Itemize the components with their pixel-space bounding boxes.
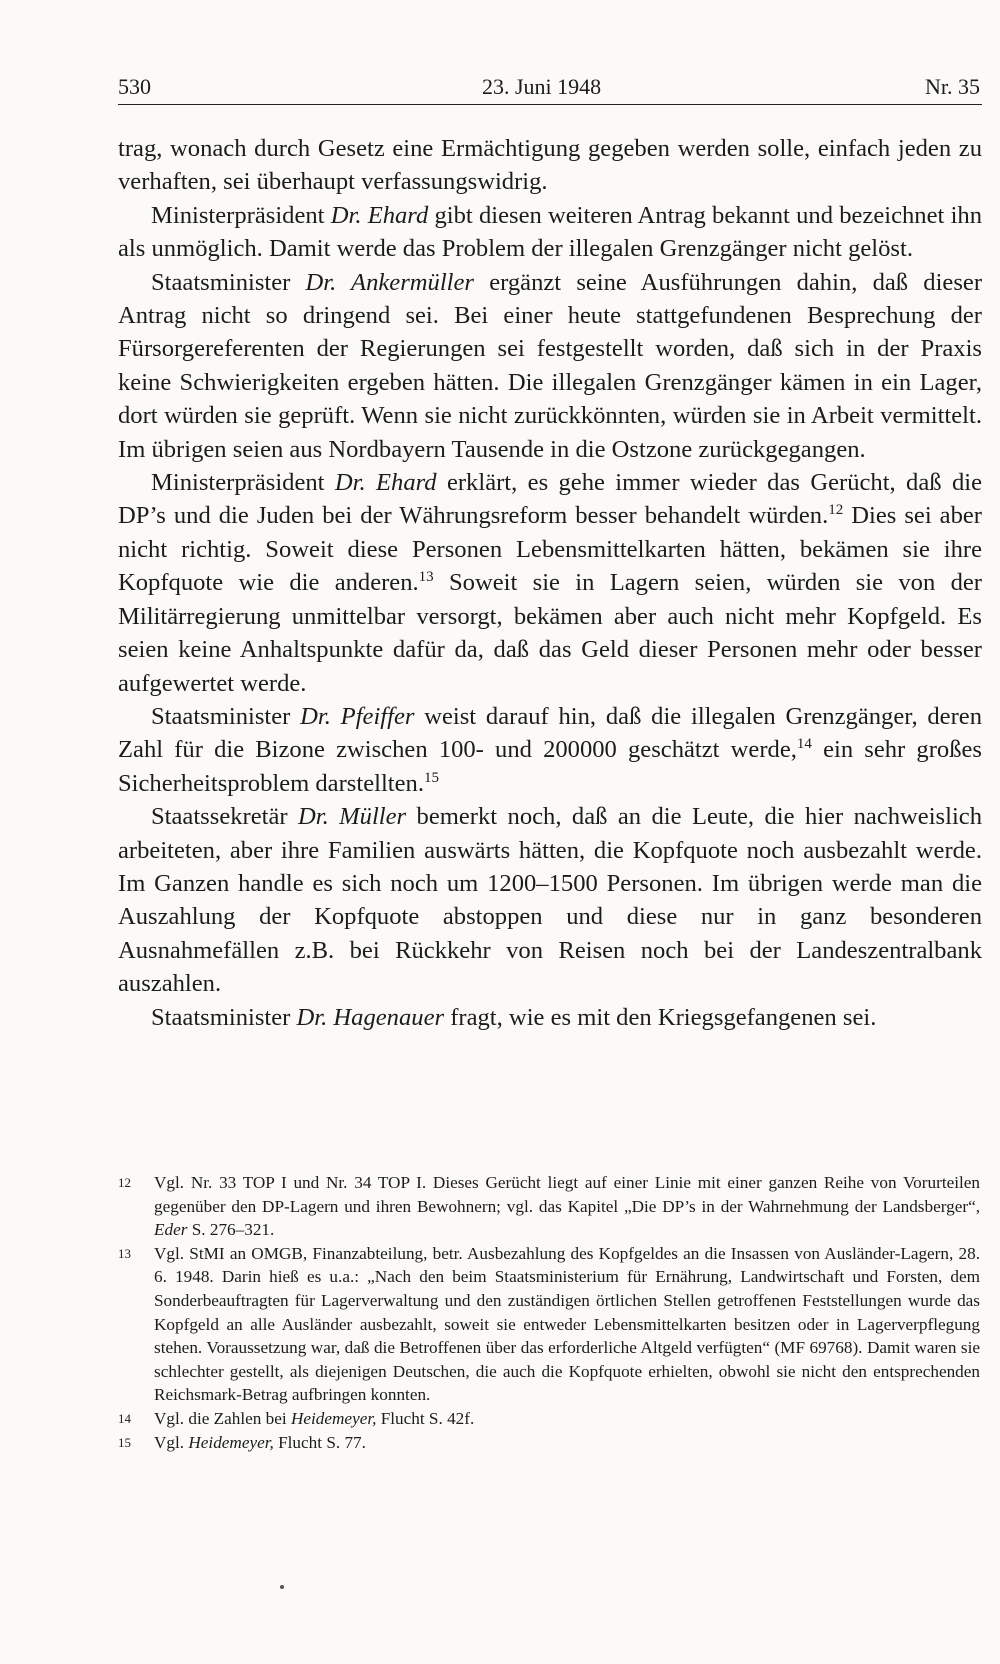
footnote-number: 14 <box>118 1410 131 1426</box>
body-text <box>118 132 982 1034</box>
footnotes <box>118 1171 980 1454</box>
paragraph: Staatsminister Dr. Ankermüller ergänzt seine Ausführungen dahin, daß dieser Antrag nicht so dringend sei. Bei einer heute stattgefundenen Besprechung der Fürsorgereferenten der Regierungen sei festgestellt worden, daß sich in der Praxis keine Schwierigkeiten ergeben hätten. Die illegalen Grenzgänger kämen in ein Lager, dort würden sie geprüft. Wenn sie nicht zurückkönnten, würden sie in Arbeit vermittelt. Im übrigen seien aus Nordbayern Tausende in die Ostzone zurückgegangen. <box>118 268 983 463</box>
speaker-name: Dr. Ehard <box>330 201 429 229</box>
paragraph: Ministerpräsident Dr. Ehard gibt diesen weiteren Antrag bekannt und bezeichnet ihn als unmöglich. Damit werde das Problem der illegalen Grenzgänger nicht gelöst. <box>118 201 982 263</box>
header-date: 23. Juni 1948 <box>482 74 602 99</box>
header-issue-number: Nr. 35 <box>925 74 980 99</box>
speaker-name: Dr. Ehard <box>334 469 437 497</box>
speaker-name: Dr. Ankermüller <box>305 268 474 296</box>
running-header <box>118 74 980 108</box>
header-rule <box>118 104 982 105</box>
footnote: 12 Vgl. Nr. 33 TOP I und Nr. 34 TOP I. Dieses Gerücht liegt auf einer Linie mit einer ganzen Reihe von Vorurteilen gegenüber den DP-Lagern und ihren Bewohnern; vgl. das Kapitel „Die DP’s in der Wahrnehmung der Landsberger“, Eder S. 276–321. <box>118 1173 980 1240</box>
paper-speck <box>280 1585 284 1589</box>
footnote: 15 Vgl. Heidemeyer, Flucht S. 77. <box>118 1431 980 1455</box>
paragraph: Staatsminister Dr. Pfeiffer weist darauf hin, daß die illegalen Grenzgänger, deren Zahl für die Bizone zwischen 100- und 200000 geschätzt werde,$^{14}$ ein sehr großes Sicherheitsproblem darstellten.$^{15}$ <box>118 702 982 797</box>
paragraph: Ministerpräsident Dr. Ehard erklärt, es gehe immer wieder das Gerücht, daß die DP’s und die Juden bei der Währungsreform besser behandelt würden.$^{12}$ Dies sei aber nicht richtig. Soweit diese Personen Lebensmittelkarten hätten, bekämen sie ihre Kopfquote wie die anderen.$^{13}$ Soweit sie in Lagern seien, würden sie von der Militärregierung unmittelbar versorgt, bekämen aber auch nicht mehr Kopfgeld. Es seien keine Anhaltspunkte dafür da, daß das Geld dieser Personen mehr oder besser aufgewertet werde. <box>118 469 982 697</box>
speaker-name: Dr. Pfeiffer <box>300 702 415 730</box>
footnote-number: 13 <box>118 1245 131 1261</box>
footnote-ref[interactable]: 15 <box>423 769 439 786</box>
footnote-ref[interactable]: 14 <box>796 736 812 753</box>
footnote-number: 12 <box>118 1175 131 1190</box>
footnote-ref[interactable]: 13 <box>418 569 434 586</box>
footnote-number: 15 <box>118 1434 131 1450</box>
speaker-name: Dr. Müller <box>298 803 407 831</box>
footnote-ref[interactable]: 12 <box>828 502 844 519</box>
footnote: 14 Vgl. die Zahlen bei Heidemeyer, Flucht S. 42f. <box>118 1407 980 1431</box>
paragraph: Staatsminister Dr. Hagenauer fragt, wie es mit den Kriegsgefangenen sei. <box>151 1003 877 1031</box>
paragraph: Staatssekretär Dr. Müller bemerkt noch, daß an die Leute, die hier nachweislich arbeiteten, aber ihre Familien auswärts hätten, die Kopfquote noch ausbezahlt werde. Im Ganzen handle es sich noch um 1200–1500 Personen. Im übrigen werde man die Auszahlung der Kopfquote abstoppen und diese nur in ganz besonderen Ausnahmefällen z.B. bei Rückkehr von Reisen noch bei der Landeszentralbank auszahlen. <box>118 803 983 998</box>
page-number: 530 <box>118 74 151 99</box>
paragraph: trag, wonach durch Gesetz eine Ermächtigung gegeben werden solle, einfach jeden zu verhaften, sei überhaupt verfassungswidrig. <box>118 135 982 196</box>
speaker-name: Dr. Hagenauer <box>296 1003 445 1031</box>
footnote: 13 Vgl. StMI an OMGB, Finanzabteilung, betr. Ausbezahlung des Kopfgeldes an die Insassen von Ausländer-Lagern, 28. 6. 1948. Darin hieß es u.a.: „Nach den beim Staatsministerium für Ernährung, Landwirtschaft und Forsten, dem Sonderbeauftragten für Lagerverwaltung und den zuständigen örtlichen Stellen getroffenen Feststellungen wurde das Kopfgeld an alle Ausländer ausbezahlt, soweit sie entweder Lebensmittelkarten besitzen oder in Lagerverpflegung stehen. Voraussetzung war, daß die Betroffenen über das erforderliche Altgeld verfügten“ (MF 69768). Damit waren sie schlechter gestellt, als diejenigen Deutschen, die auch die Kopfquote erhielten, obwohl sie nicht den entsprechenden Reichsmark-Betrag aufbringen konnten. <box>118 1243 980 1405</box>
